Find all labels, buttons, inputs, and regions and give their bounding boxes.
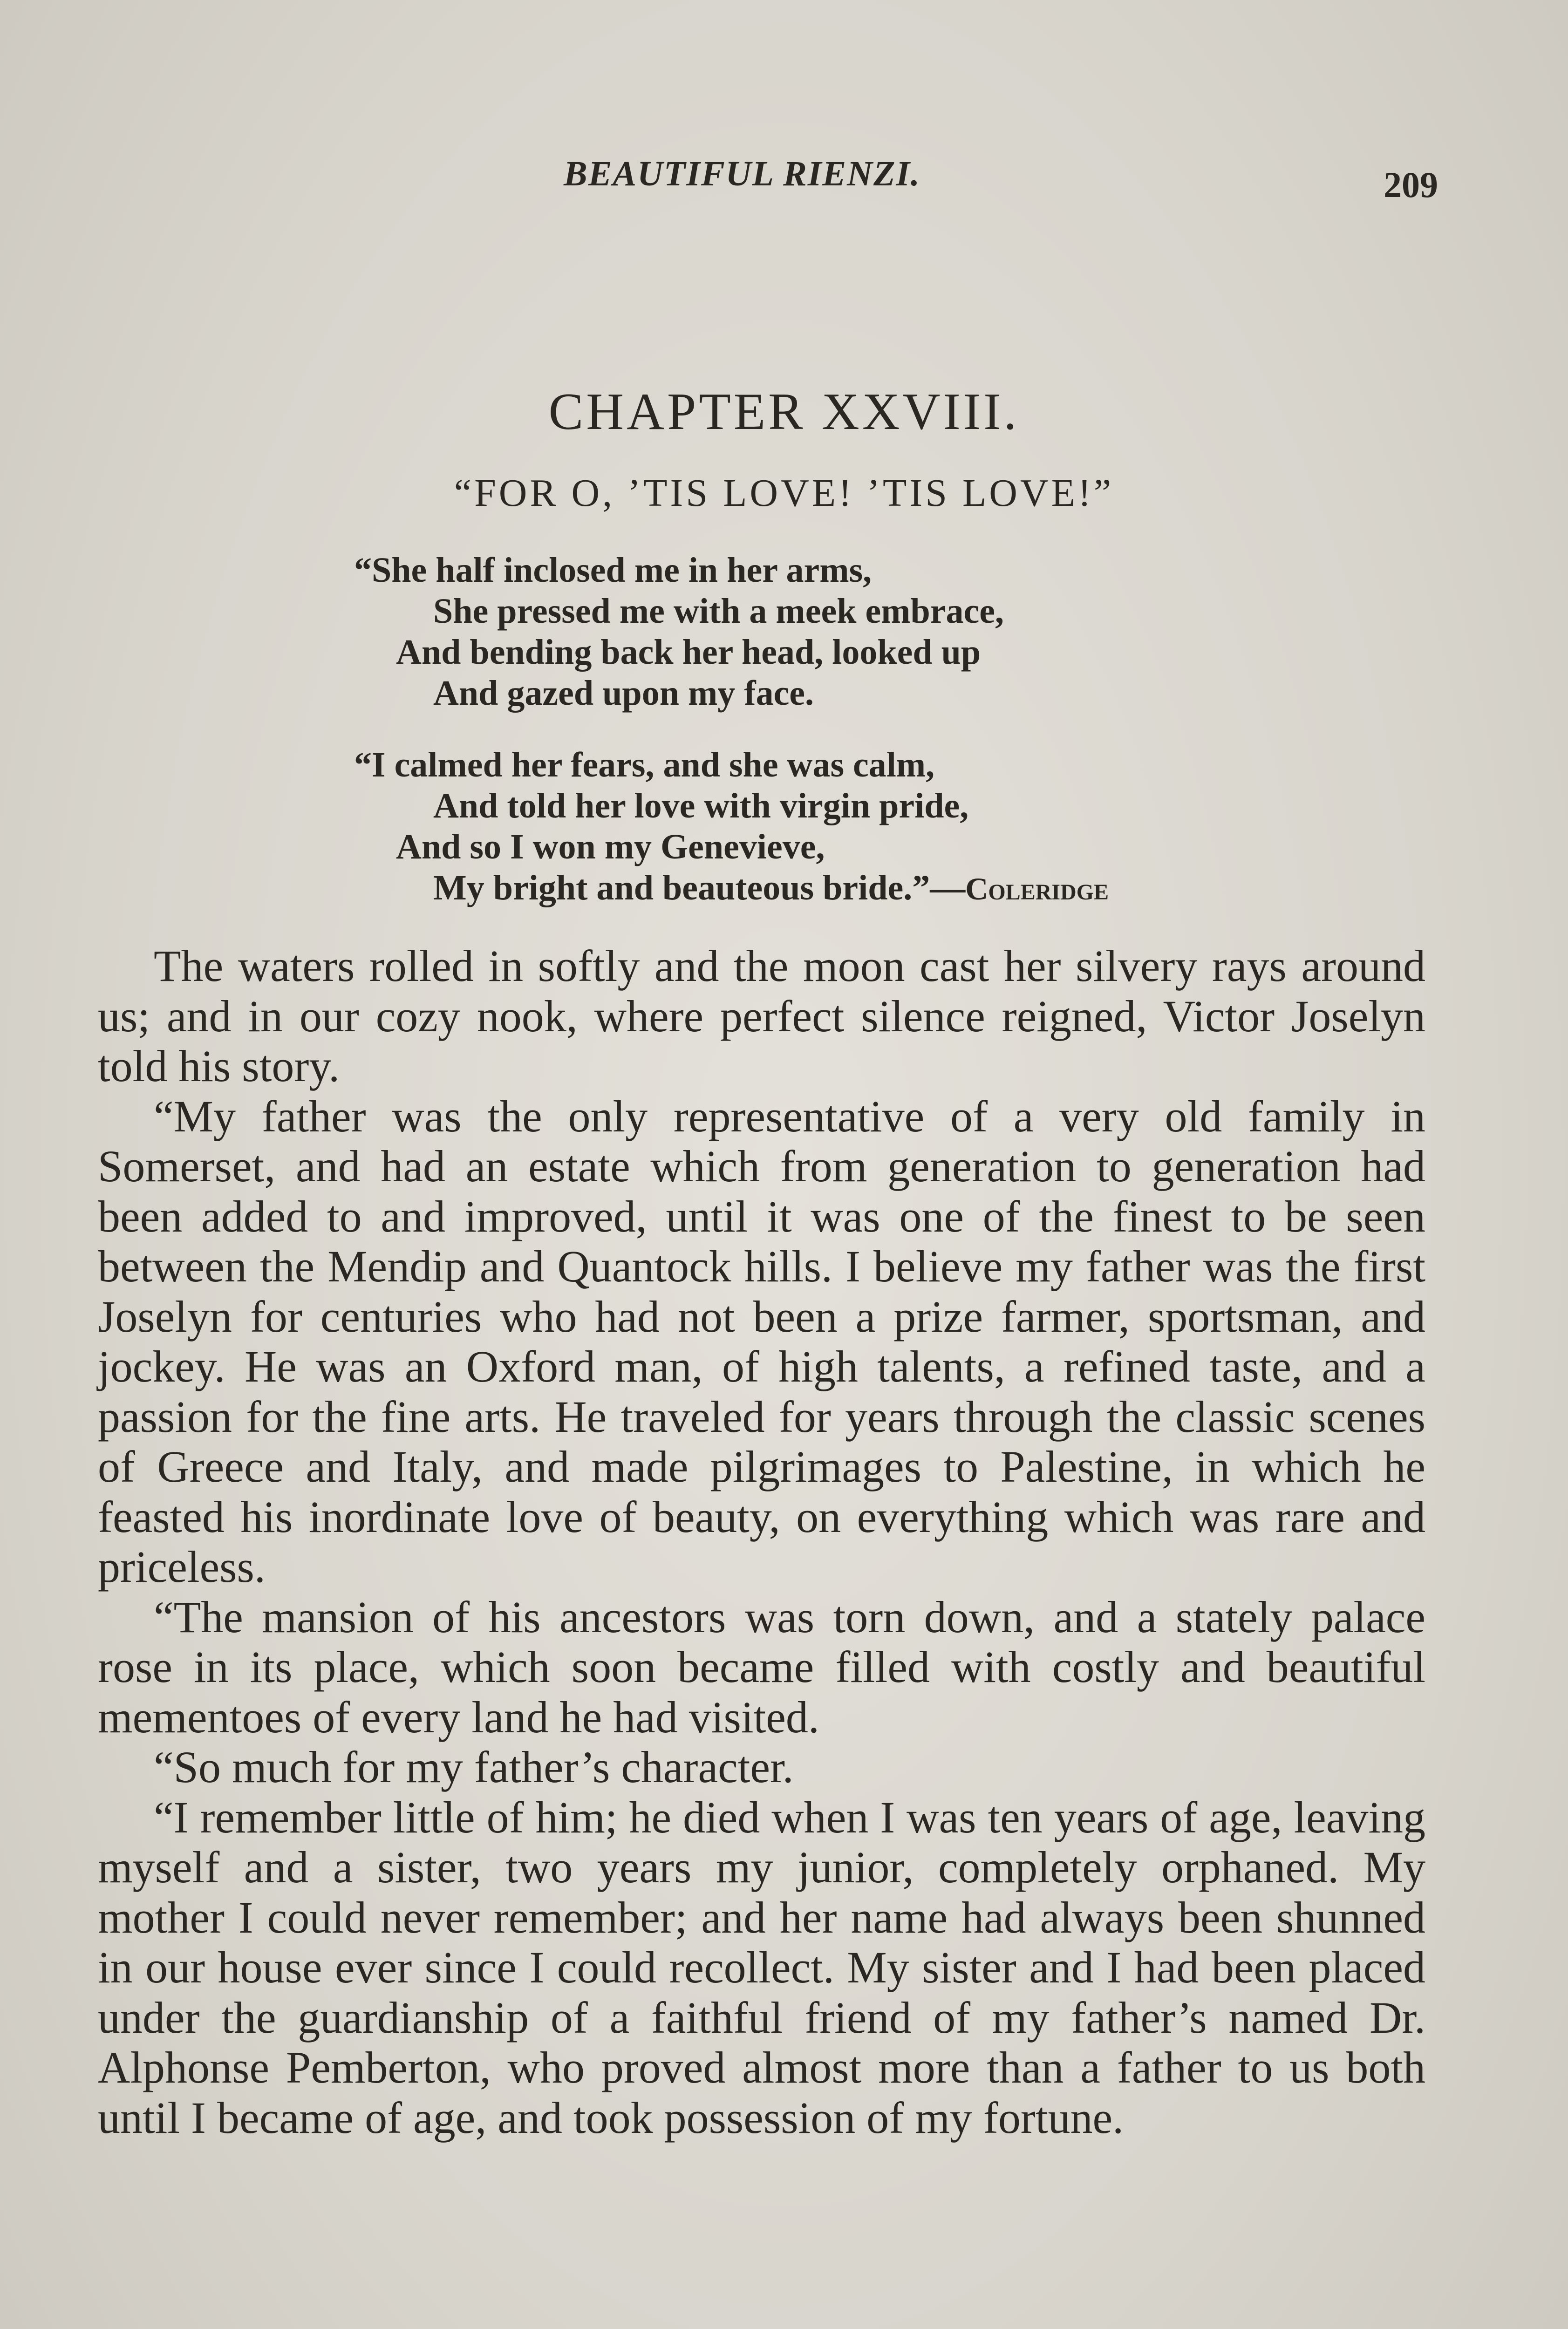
chapter-subtitle: “FOR O, ’TIS LOVE! ’TIS LOVE!” — [454, 471, 1114, 515]
chapter-title: CHAPTER XXVIII. — [548, 383, 1020, 441]
verse-line: And gazed upon my face. — [433, 674, 814, 713]
epigraph-stanza — [354, 744, 1286, 909]
verse-line-with-attribution — [354, 867, 1286, 909]
verse-line: She pressed me with a meek embrace, — [433, 592, 1004, 631]
page-number: 209 — [1384, 164, 1438, 205]
verse-line-text: My bright and beauteous bride.”— — [433, 868, 966, 907]
verse-line: “She half inclosed me in her arms, — [354, 551, 872, 590]
verse-line: “I calmed her fears, and she was calm, — [354, 745, 935, 784]
epigraph-stanza — [354, 550, 1286, 714]
running-title: BEAUTIFUL RIENZI. — [564, 154, 920, 193]
body-text — [98, 941, 1425, 2143]
epigraph — [354, 550, 1286, 940]
verse-line: And told her love with virgin pride, — [433, 786, 969, 825]
paragraph: “I remember little of him; he died when I was ten years of age, leaving myself and a sister, two years my junior, completely orphaned. My mother I could never remember; and her name had always been shunned in our house ever since I could recollect. My sister and I had been placed under the guardianship of a faithful friend of my father’s named Dr. Alphonse Pemberton, who proved almost more than a father to us both until I became of age, and took possession of my fortune. — [98, 1792, 1425, 2143]
paragraph: “So much for my father’s character. — [154, 1742, 794, 1792]
verse-line: And bending back her head, looked up — [396, 633, 981, 672]
paragraph: The waters rolled in softly and the moon cast her silvery rays around us; and in our cozy nook, where perfect silence reigned, Victor Joselyn told his story. — [98, 941, 1425, 1091]
paragraph: “The mansion of his ancestors was torn down, and a stately palace rose in its place, which soon became filled with costly and beautiful mementoes of every land he had visited. — [98, 1592, 1425, 1742]
paragraph: “My father was the only representative of a very old family in Somerset, and had an estate which from generation to generation had been added to and improved, until it was one of the finest to be seen between the Mendip and Quantock hills. I believe my father was the first Joselyn for centuries who had not been a prize farmer, sportsman, and jockey. He was an Oxford man, of high talents, a refined taste, and a passion for the fine arts. He traveled for years through the classic scenes of Greece and Italy, and made pilgrimages to Palestine, in which he feasted his inordinate love of beauty, on everything which was rare and priceless. — [98, 1091, 1425, 1592]
verse-line: And so I won my Genevieve, — [396, 827, 825, 866]
epigraph-attribution: Coleridge — [965, 871, 1109, 906]
